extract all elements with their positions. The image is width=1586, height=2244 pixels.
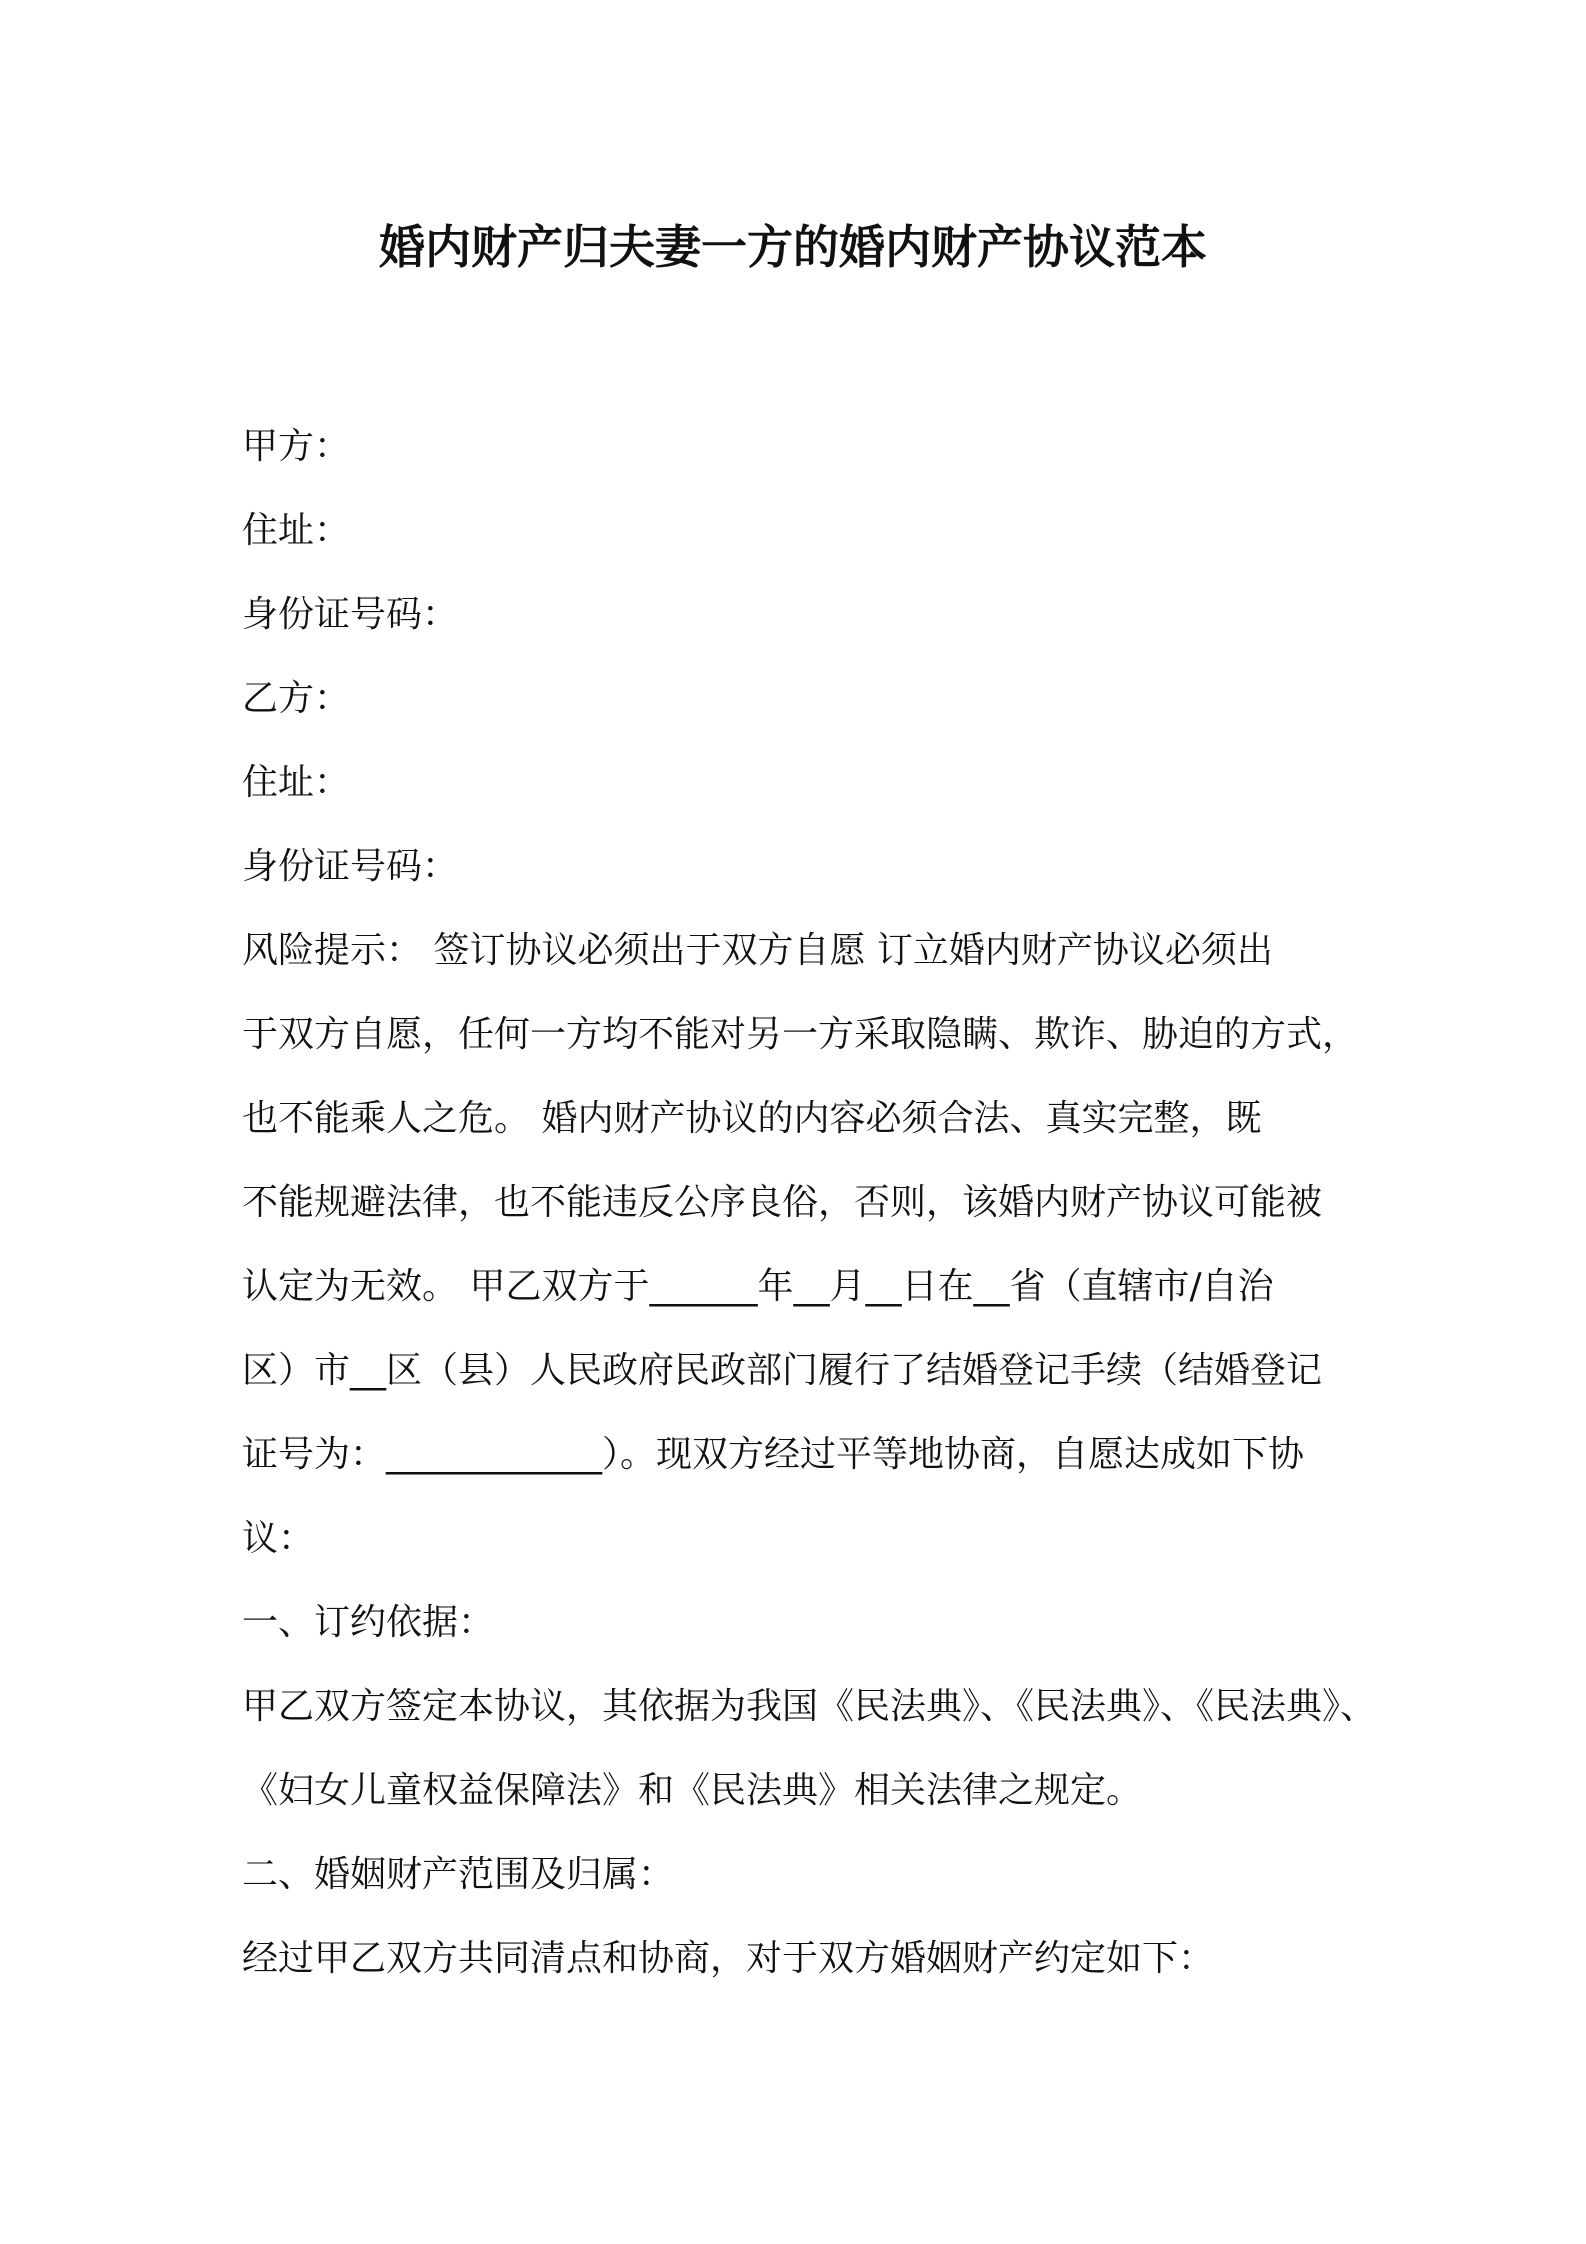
risk-notice-line-2: 于双方自愿，任何一方均不能对另一方采取隐瞒、欺诈、胁迫的方式， xyxy=(242,1014,1359,1055)
risk-notice-line-3: 也不能乘人之危。 婚内财产协议的内容必须合法、真实完整，既 xyxy=(242,1098,1262,1139)
document-body xyxy=(242,405,1377,2001)
party-b-id-number: 身份证号码： xyxy=(242,846,459,887)
section-heading-basis: 一、订约依据： xyxy=(242,1602,495,1643)
marriage-registration-line-1: 认定为无效。 甲乙双方于______年__月__日在__省（直辖市/自治 xyxy=(242,1266,1274,1307)
risk-notice-line-1: 风险提示： 签订协议必须出于双方自愿 订立婚内财产协议必须出 xyxy=(242,930,1273,971)
risk-notice-line-4: 不能规避法律，也不能违反公序良俗，否则，该婚内财产协议可能被 xyxy=(242,1182,1323,1223)
party-b-address: 住址： xyxy=(242,762,351,803)
basis-text-line-2: 《妇女儿童权益保障法》和《民法典》相关法律之规定。 xyxy=(242,1770,1143,1811)
section-heading-property-scope: 二、婚姻财产范围及归属： xyxy=(242,1854,675,1895)
marriage-registration-line-3: 证号为：____________）。现双方经过平等地协商，自愿达成如下协 xyxy=(242,1434,1305,1475)
party-a-id-number: 身份证号码： xyxy=(242,594,459,635)
property-scope-text: 经过甲乙双方共同清点和协商，对于双方婚姻财产约定如下： xyxy=(242,1938,1215,1979)
basis-text-line-1: 甲乙双方签定本协议，其依据为我国《民法典》、《民法典》、《民法典》、 xyxy=(242,1686,1377,1727)
party-a-address: 住址： xyxy=(242,510,351,551)
marriage-registration-line-2: 区）市__区（县）人民政府民政部门履行了结婚登记手续（结婚登记 xyxy=(242,1350,1323,1391)
party-b-label: 乙方： xyxy=(242,678,351,719)
document-title: 婚内财产归夫妻一方的婚内财产协议范本 xyxy=(379,220,1207,274)
marriage-registration-line-4: 议： xyxy=(242,1518,315,1559)
party-a-label: 甲方： xyxy=(242,426,351,467)
